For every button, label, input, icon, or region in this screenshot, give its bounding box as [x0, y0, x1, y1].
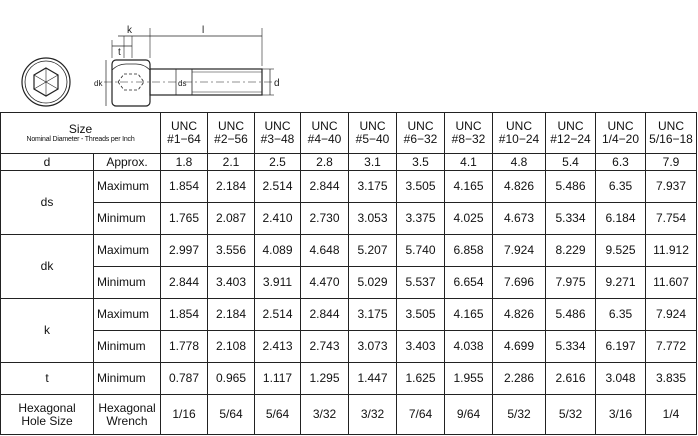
row-label: Hexagonal Hole Size: [1, 395, 94, 435]
cell: 9.271: [596, 267, 646, 299]
row-hex: [1, 395, 697, 435]
col-header: UNC 5/16−18: [646, 113, 697, 154]
cell: 4.8: [493, 154, 546, 171]
cell: 4.826: [493, 171, 546, 203]
cell: 7.9: [646, 154, 697, 171]
row-t: [1, 363, 697, 395]
col-header: UNC #8−32: [445, 113, 493, 154]
row-sublabel: Maximum: [94, 235, 161, 267]
cell: 3.175: [349, 171, 397, 203]
col-header: UNC #4−40: [301, 113, 349, 154]
cell: 7.754: [646, 203, 697, 235]
col-header: UNC #2−56: [208, 113, 255, 154]
cell: 7.772: [646, 331, 697, 363]
cell: 3.403: [397, 331, 445, 363]
row-sublabel: Maximum: [94, 171, 161, 203]
cell: 1.854: [161, 171, 208, 203]
cell: 2.286: [493, 363, 546, 395]
cell: 1.295: [301, 363, 349, 395]
dimension-table: [0, 112, 697, 435]
cell: 2.844: [161, 267, 208, 299]
cell: 7.696: [493, 267, 546, 299]
cell: 2.184: [208, 299, 255, 331]
cell: 4.699: [493, 331, 546, 363]
row-sublabel: Maximum: [94, 299, 161, 331]
cell: 4.165: [445, 171, 493, 203]
cell: 2.184: [208, 171, 255, 203]
cell: 6.858: [445, 235, 493, 267]
row-label: ds: [1, 171, 94, 235]
row-sublabel: Minimum: [94, 363, 161, 395]
cell: 5.486: [546, 299, 596, 331]
cell: 1.8: [161, 154, 208, 171]
cell: 5.486: [546, 171, 596, 203]
cell: 7.937: [646, 171, 697, 203]
cell: 11.607: [646, 267, 697, 299]
row-d: [1, 154, 697, 171]
cell: 2.743: [301, 331, 349, 363]
cell: 2.844: [301, 171, 349, 203]
cell: 3.048: [596, 363, 646, 395]
cell: 1.955: [445, 363, 493, 395]
cell: 3.556: [208, 235, 255, 267]
cell: 9.525: [596, 235, 646, 267]
cell: 3.911: [255, 267, 301, 299]
row-label: d: [1, 154, 94, 171]
cell: 5.4: [546, 154, 596, 171]
cell: 4.025: [445, 203, 493, 235]
col-header: UNC #1−64: [161, 113, 208, 154]
col-header: UNC #3−48: [255, 113, 301, 154]
row-sublabel: Approx.: [94, 154, 161, 171]
cell: 1.854: [161, 299, 208, 331]
cell: 2.514: [255, 299, 301, 331]
cell: 5/64: [255, 395, 301, 435]
cell: 2.413: [255, 331, 301, 363]
label-dk: dk: [94, 79, 103, 88]
row-sublabel: Hexagonal Wrench: [94, 395, 161, 435]
cell: 3.073: [349, 331, 397, 363]
cell: 5/32: [493, 395, 546, 435]
screw-head: [112, 60, 150, 106]
cell: 1/16: [161, 395, 208, 435]
label-t: t: [118, 47, 121, 58]
cell: 7/64: [397, 395, 445, 435]
cell: 7.924: [493, 235, 546, 267]
cell: 11.912: [646, 235, 697, 267]
row-sublabel: Minimum: [94, 331, 161, 363]
cell: 5/64: [208, 395, 255, 435]
cell: 1.625: [397, 363, 445, 395]
size-header: Size Nominal Diameter - Threads per Inch: [1, 113, 161, 154]
cell: 4.1: [445, 154, 493, 171]
cell: 2.514: [255, 171, 301, 203]
label-l: l: [202, 25, 205, 36]
cell: 5.334: [546, 331, 596, 363]
row-label: k: [1, 299, 94, 363]
cell: 6.184: [596, 203, 646, 235]
cell: 5.334: [546, 203, 596, 235]
cell: 2.8: [301, 154, 349, 171]
col-header: UNC #6−32: [397, 113, 445, 154]
cell: 4.038: [445, 331, 493, 363]
cell: 3/16: [596, 395, 646, 435]
cell: 3/32: [349, 395, 397, 435]
row-label: dk: [1, 235, 94, 299]
cell: 9/64: [445, 395, 493, 435]
cell: 2.108: [208, 331, 255, 363]
col-header: UNC #12−24: [546, 113, 596, 154]
row-k-max: [1, 299, 697, 331]
cell: 3.835: [646, 363, 697, 395]
cell: 7.975: [546, 267, 596, 299]
screw-drawing: [0, 0, 698, 112]
cell: 3.175: [349, 299, 397, 331]
cell: 6.35: [596, 299, 646, 331]
cell: 2.1: [208, 154, 255, 171]
cell: 4.089: [255, 235, 301, 267]
cell: 1.117: [255, 363, 301, 395]
cell: 3.375: [397, 203, 445, 235]
cell: 1.765: [161, 203, 208, 235]
cell: 4.826: [493, 299, 546, 331]
row-ds-max: [1, 171, 697, 203]
cell: 3.1: [349, 154, 397, 171]
cell: 3.505: [397, 171, 445, 203]
cell: 2.410: [255, 203, 301, 235]
cell: 1.447: [349, 363, 397, 395]
cell: 2.5: [255, 154, 301, 171]
cell: 6.3: [596, 154, 646, 171]
cell: 3.403: [208, 267, 255, 299]
cell: 0.787: [161, 363, 208, 395]
row-ds-min: [1, 203, 697, 235]
cell: 5.029: [349, 267, 397, 299]
cell: 5/32: [546, 395, 596, 435]
label-ds: ds: [178, 79, 187, 88]
header-row: [1, 113, 697, 154]
cell: 7.924: [646, 299, 697, 331]
cell: 8.229: [546, 235, 596, 267]
col-header: UNC #10−24: [493, 113, 546, 154]
label-d: d: [274, 78, 280, 89]
cell: 4.165: [445, 299, 493, 331]
row-k-min: [1, 331, 697, 363]
cell: 1.778: [161, 331, 208, 363]
cell: 4.648: [301, 235, 349, 267]
cell: 3.505: [397, 299, 445, 331]
label-k: k: [127, 25, 132, 36]
cell: 2.616: [546, 363, 596, 395]
cell: 5.207: [349, 235, 397, 267]
cell: 6.197: [596, 331, 646, 363]
row-sublabel: Minimum: [94, 203, 161, 235]
cell: 0.965: [208, 363, 255, 395]
cell: 4.673: [493, 203, 546, 235]
cell: 1/4: [646, 395, 697, 435]
row-dk-min: [1, 267, 697, 299]
row-sublabel: Minimum: [94, 267, 161, 299]
cell: 5.537: [397, 267, 445, 299]
cell: 2.997: [161, 235, 208, 267]
cell: 3.5: [397, 154, 445, 171]
cell: 4.470: [301, 267, 349, 299]
cell: 6.35: [596, 171, 646, 203]
cell: 2.730: [301, 203, 349, 235]
cell: 5.740: [397, 235, 445, 267]
col-header: UNC 1/4−20: [596, 113, 646, 154]
cell: 3.053: [349, 203, 397, 235]
cell: 3/32: [301, 395, 349, 435]
cell: 6.654: [445, 267, 493, 299]
cell: 2.087: [208, 203, 255, 235]
col-header: UNC #5−40: [349, 113, 397, 154]
row-label: t: [1, 363, 94, 395]
row-dk-max: [1, 235, 697, 267]
cell: 2.844: [301, 299, 349, 331]
